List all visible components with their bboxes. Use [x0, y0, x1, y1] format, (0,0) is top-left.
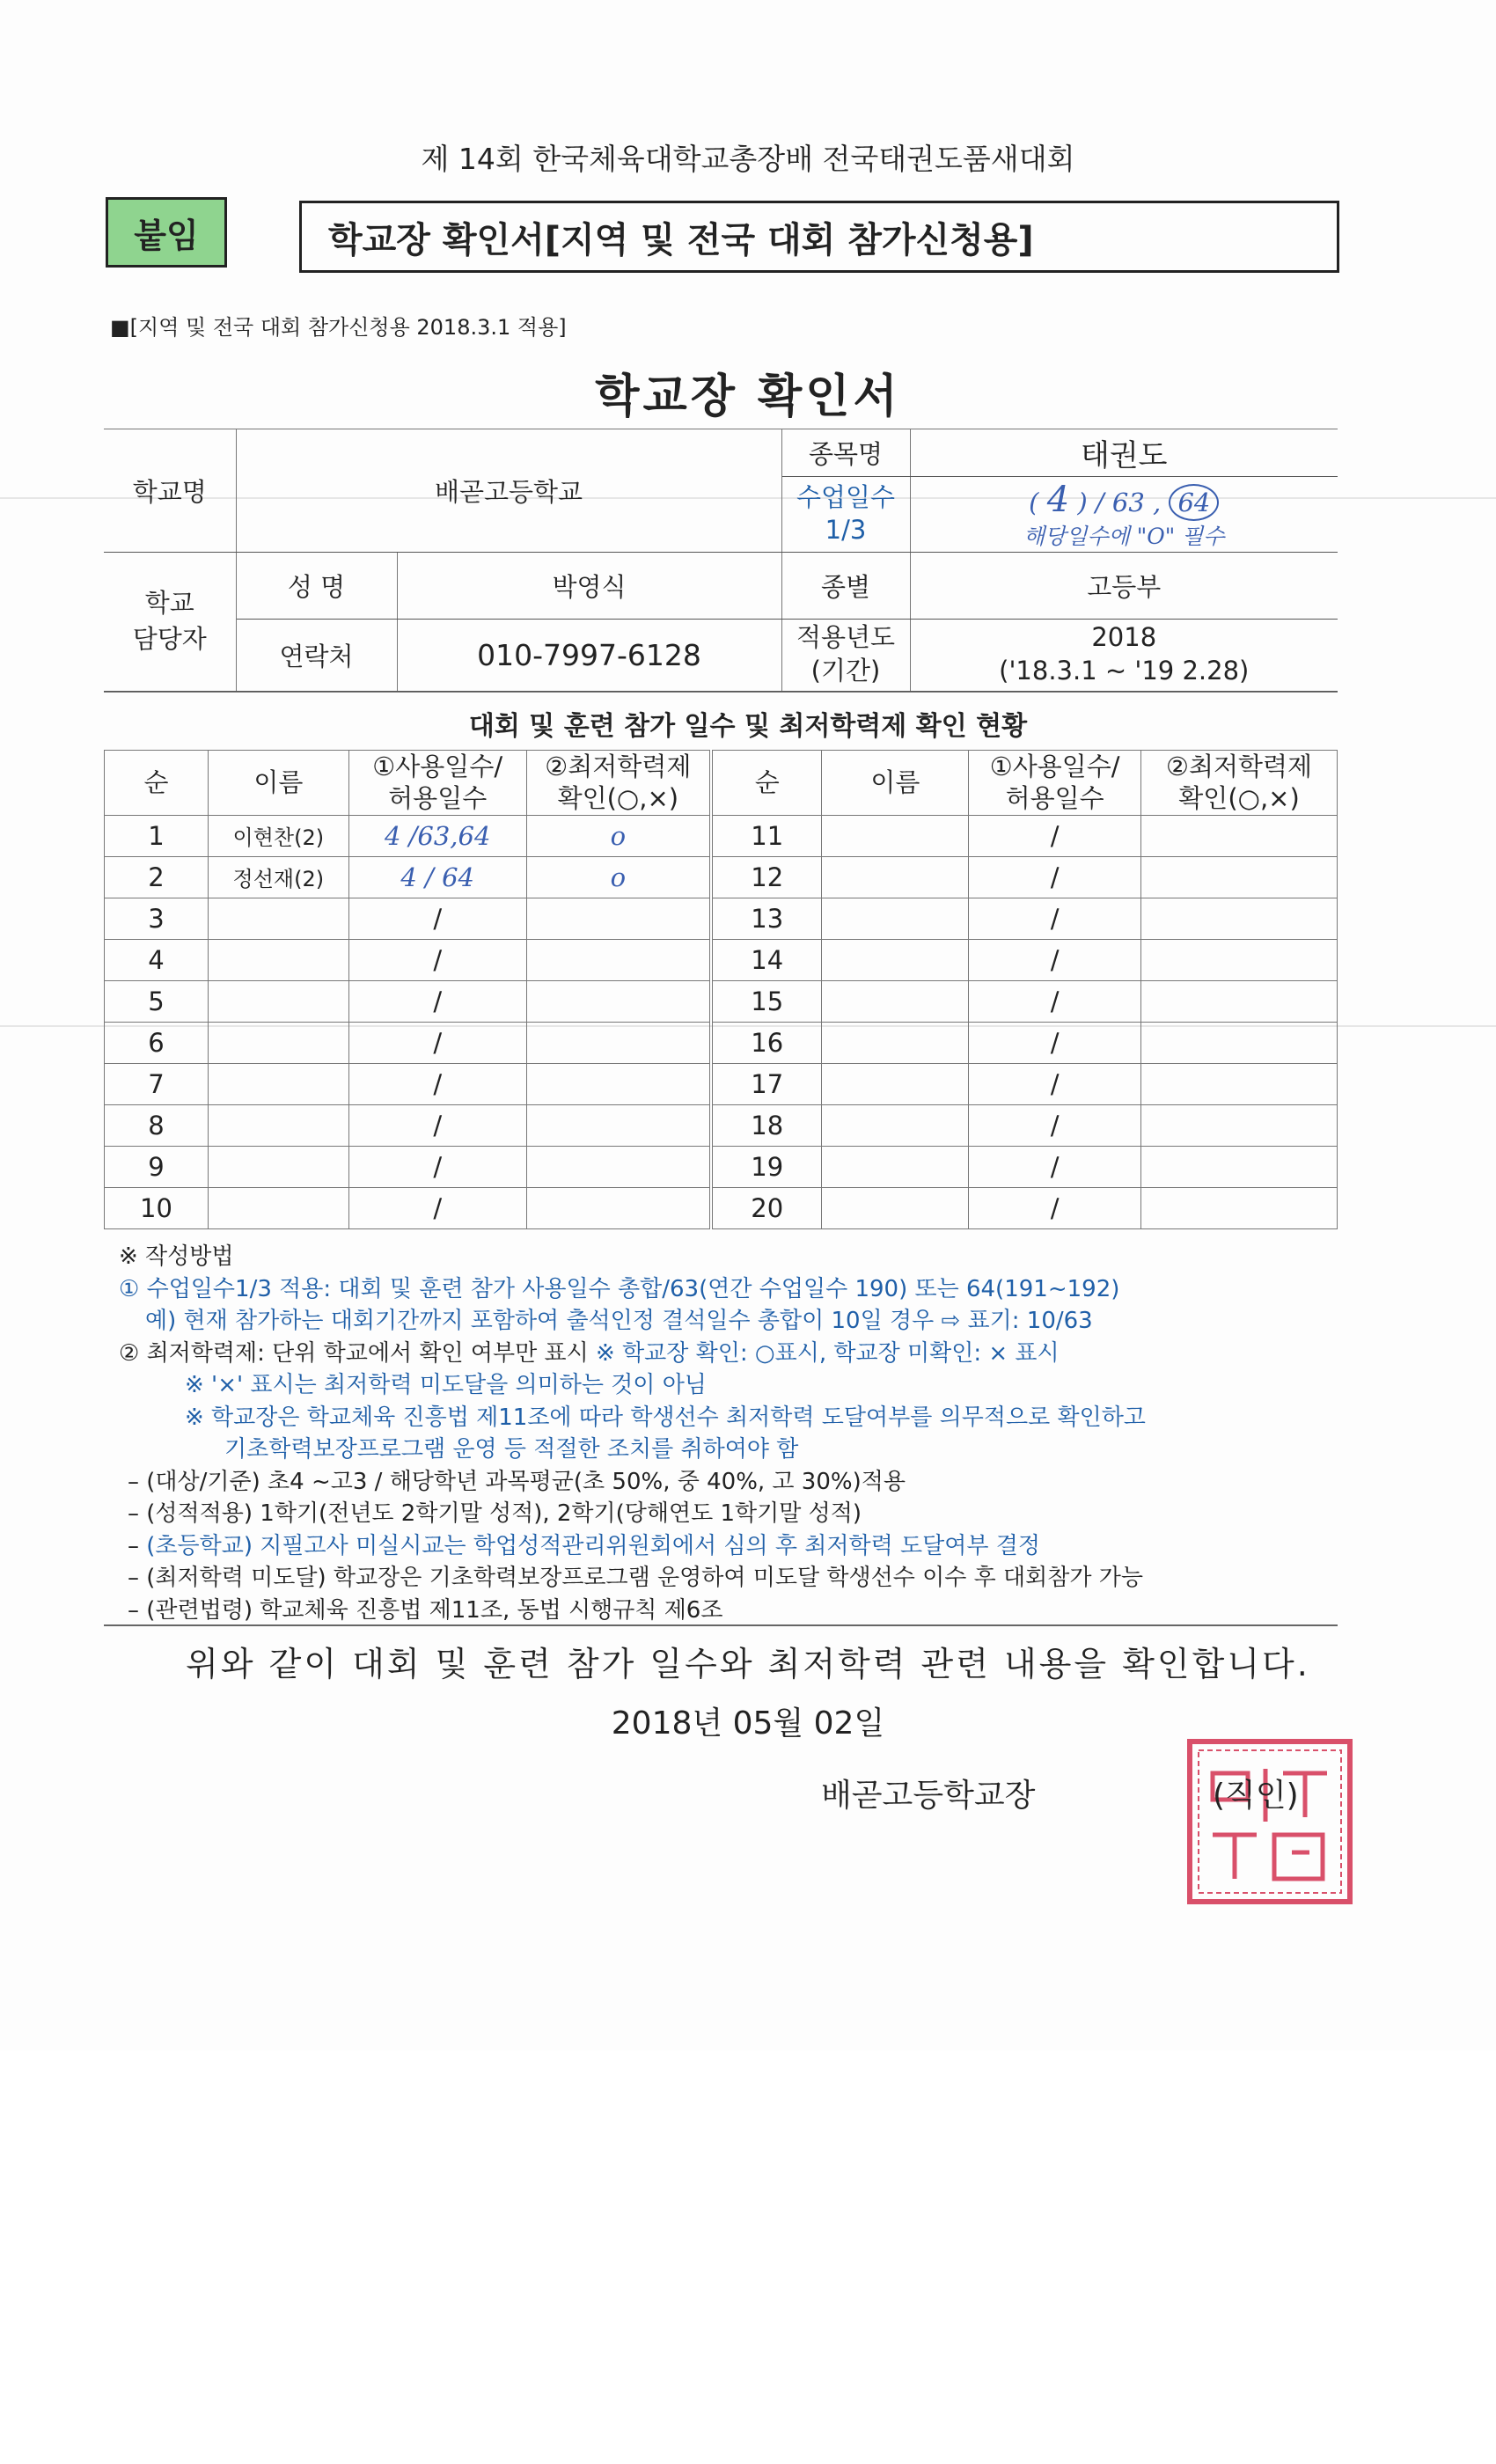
status-table	[104, 750, 1338, 1229]
table-row	[105, 939, 1338, 980]
name-value: 박영식	[397, 552, 781, 619]
row-days: 4 /63,64	[348, 815, 526, 856]
row-name	[208, 1187, 348, 1228]
row-days: /	[969, 1187, 1141, 1228]
row-check	[1141, 1063, 1338, 1104]
row-check	[1141, 856, 1338, 898]
days-label	[781, 477, 910, 553]
divider	[104, 1624, 1338, 1626]
row-check	[526, 1104, 711, 1146]
row-days: /	[969, 856, 1141, 898]
category-label: 종별	[781, 552, 910, 619]
status-title: 대회 및 훈련 참가 일수 및 최저학력제 확인 현황	[468, 711, 1028, 742]
row-check	[526, 939, 711, 980]
instructions-heading: ※ 작성방법	[119, 1243, 234, 1270]
row-days: /	[348, 1063, 526, 1104]
contact-value: 010-7997-6128	[397, 619, 781, 691]
days-hand-note: 해당일수에 "O" 필수	[1023, 524, 1225, 549]
row-no: 19	[711, 1146, 822, 1187]
row-no: 15	[711, 980, 822, 1022]
row-days: /	[969, 939, 1141, 980]
header-no: 순	[105, 751, 209, 816]
category-value: 고등부	[910, 552, 1338, 619]
row-no: 8	[105, 1104, 209, 1146]
row-name	[208, 1022, 348, 1063]
table-row	[105, 980, 1338, 1022]
row-name	[822, 1187, 969, 1228]
table-row	[105, 1146, 1338, 1187]
days-handwritten	[910, 477, 1338, 553]
confirm-date: 2018년 05월 02일	[611, 1705, 885, 1742]
official-seal-icon	[1186, 1738, 1353, 1905]
row-name	[822, 1022, 969, 1063]
manager-label-2: 담당자	[132, 624, 207, 654]
header-no: 순	[711, 751, 822, 816]
row-days: /	[348, 1146, 526, 1187]
row-no: 9	[105, 1146, 209, 1187]
manager-label-1: 학교	[144, 588, 194, 619]
row-name	[208, 939, 348, 980]
row-days: /	[348, 980, 526, 1022]
school-label: 학교명	[104, 429, 236, 553]
row-days: /	[969, 1063, 1141, 1104]
period-value	[910, 619, 1338, 691]
row-check	[526, 980, 711, 1022]
row-check	[1141, 980, 1338, 1022]
table-row	[105, 856, 1338, 898]
row-days: /	[969, 1146, 1141, 1187]
row-name	[208, 1104, 348, 1146]
instructions	[119, 1241, 1368, 1626]
days-label-2: 1/3	[825, 515, 867, 546]
row-no: 4	[105, 939, 209, 980]
row-days: /	[348, 939, 526, 980]
row-name	[822, 856, 969, 898]
row-check	[526, 898, 711, 939]
header-days: ①사용일수/ 허용일수	[348, 751, 526, 816]
row-no: 12	[711, 856, 822, 898]
row-days: /	[969, 815, 1141, 856]
row-name	[822, 815, 969, 856]
header-days: ①사용일수/ 허용일수	[969, 751, 1141, 816]
days-hand-open: (	[1029, 488, 1039, 517]
row-days: /	[348, 1022, 526, 1063]
row-check	[1141, 1104, 1338, 1146]
row-days: /	[969, 1022, 1141, 1063]
instruction-line: ① 수업일수1/3 적용: 대회 및 훈련 참가 사용일수 총합/63(연간 수업일수 190) 또는 64(191~192)	[119, 1275, 1120, 1302]
principal-name: 배곧고등학교장	[821, 1778, 1036, 1814]
header-check: ②최저학력제 확인(○,×)	[1141, 751, 1338, 816]
table-row	[105, 1022, 1338, 1063]
row-check	[1141, 898, 1338, 939]
period-label-2: (기간)	[810, 656, 881, 686]
table-row	[105, 815, 1338, 856]
row-check: o	[526, 856, 711, 898]
row-days: /	[969, 980, 1141, 1022]
period-year: 2018	[1091, 622, 1157, 653]
row-name	[822, 1063, 969, 1104]
row-name	[822, 980, 969, 1022]
instruction-line: – (관련법령) 학교체육 진흥법 제11조, 동법 시행규칙 제6조	[128, 1596, 723, 1624]
row-days: /	[348, 1104, 526, 1146]
row-name	[822, 898, 969, 939]
row-check	[1141, 1146, 1338, 1187]
instruction-line: ② 최저학력제: 단위 학교에서 확인 여부만 표시 ※ 학교장 확인: ○표시, 학교장 미확인: × 표시	[119, 1339, 1060, 1367]
row-days: /	[348, 898, 526, 939]
row-check	[1141, 815, 1338, 856]
row-check	[1141, 1187, 1338, 1228]
row-no: 13	[711, 898, 822, 939]
top-note: ■[지역 및 전국 대회 참가신청용 2018.3.1 적용]	[110, 315, 567, 340]
instruction-line: 기초학력보장프로그램 운영 등 적절한 조치를 취하여야 함	[224, 1436, 799, 1463]
row-no: 14	[711, 939, 822, 980]
event-title: 제 14회 한국체육대학교총장배 전국태권도품새대회	[421, 142, 1075, 176]
contact-label: 연락처	[236, 619, 397, 691]
row-check	[526, 1022, 711, 1063]
confirm-statement: 위와 같이 대회 및 훈련 참가 일수와 최저학력 관련 내용을 확인합니다.	[186, 1645, 1310, 1683]
days-label-1: 수업일수	[796, 481, 896, 512]
header-name: 이름	[822, 751, 969, 816]
instruction-line: – (최저학력 미도달) 학교장은 기초학력보장프로그램 운영하여 미도달 학생선수 이수 후 대회참가 가능	[128, 1565, 1143, 1591]
sport-label: 종목명	[781, 429, 910, 477]
name-label: 성 명	[236, 552, 397, 619]
row-no: 3	[105, 898, 209, 939]
row-check: o	[526, 815, 711, 856]
sport-value: 태권도	[910, 429, 1338, 477]
row-name	[822, 939, 969, 980]
row-no: 16	[711, 1022, 822, 1063]
row-days: /	[348, 1187, 526, 1228]
instruction-line: – (대상/기준) 초4 ~고3 / 해당학년 과목평균(초 50%, 중 40%, 고 30%)적용	[128, 1468, 906, 1495]
row-name: 이현찬(2)	[208, 815, 348, 856]
row-no: 7	[105, 1063, 209, 1104]
info-table	[104, 429, 1338, 693]
row-name	[822, 1146, 969, 1187]
manager-label	[104, 552, 236, 691]
row-no: 20	[711, 1187, 822, 1228]
school-value: 배곧고등학교	[236, 429, 781, 553]
row-no: 6	[105, 1022, 209, 1063]
days-hand-num: 4	[1046, 480, 1070, 520]
instruction-line: – (성적적용) 1학기(전년도 2학기말 성적), 2학기(당해연도 1학기말 성적)	[128, 1500, 862, 1527]
header-check: ②최저학력제 확인(○,×)	[526, 751, 711, 816]
row-check	[526, 1146, 711, 1187]
instruction-line: 예) 현재 참가하는 대회기간까지 포함하여 출석인정 결석일수 총합이 10일 경우 ⇨ 표기: 10/63	[145, 1308, 1093, 1334]
row-days: /	[969, 898, 1141, 939]
row-check	[1141, 1022, 1338, 1063]
days-hand-circled: 64	[1169, 484, 1219, 521]
instruction-line: ※ 학교장은 학교체육 진흥법 제11조에 따라 학생선수 최저학력 도달여부를 의무적으로 확인하고	[185, 1404, 1146, 1431]
row-days: /	[969, 1104, 1141, 1146]
period-label	[781, 619, 910, 691]
header-name: 이름	[208, 751, 348, 816]
row-name	[208, 898, 348, 939]
row-name	[208, 1146, 348, 1187]
table-row	[105, 1187, 1338, 1228]
document-title: 학교장 확인서	[595, 370, 901, 423]
row-no: 17	[711, 1063, 822, 1104]
row-no: 11	[711, 815, 822, 856]
table-row	[105, 1063, 1338, 1104]
period-label-1: 적용년도	[796, 622, 896, 653]
row-name	[822, 1104, 969, 1146]
row-name	[208, 980, 348, 1022]
row-no: 5	[105, 980, 209, 1022]
header-box-title: 학교장 확인서[지역 및 전국 대회 참가신청용]	[299, 201, 1339, 273]
row-no: 10	[105, 1187, 209, 1228]
table-row	[105, 898, 1338, 939]
table-row	[105, 1104, 1338, 1146]
row-name	[208, 1063, 348, 1104]
row-check	[526, 1187, 711, 1228]
row-no: 2	[105, 856, 209, 898]
row-check	[1141, 939, 1338, 980]
instruction-line: – (초등학교) 지필고사 미실시교는 학업성적관리위원회에서 심의 후 최저학력 도달여부 결정	[128, 1532, 1040, 1559]
row-days: 4 / 64	[348, 856, 526, 898]
attachment-badge: 붙임	[106, 197, 227, 268]
row-name: 정선재(2)	[208, 856, 348, 898]
row-no: 18	[711, 1104, 822, 1146]
seal-label: (직인)	[1213, 1778, 1299, 1814]
period-range: ('18.3.1 ~ '19 2.28)	[999, 656, 1250, 686]
days-hand-mid: ) / 63 ,	[1077, 488, 1162, 517]
row-no: 1	[105, 815, 209, 856]
row-check	[526, 1063, 711, 1104]
instruction-line: ※ '×' 표시는 최저학력 미도달을 의미하는 것이 아님	[185, 1372, 707, 1398]
